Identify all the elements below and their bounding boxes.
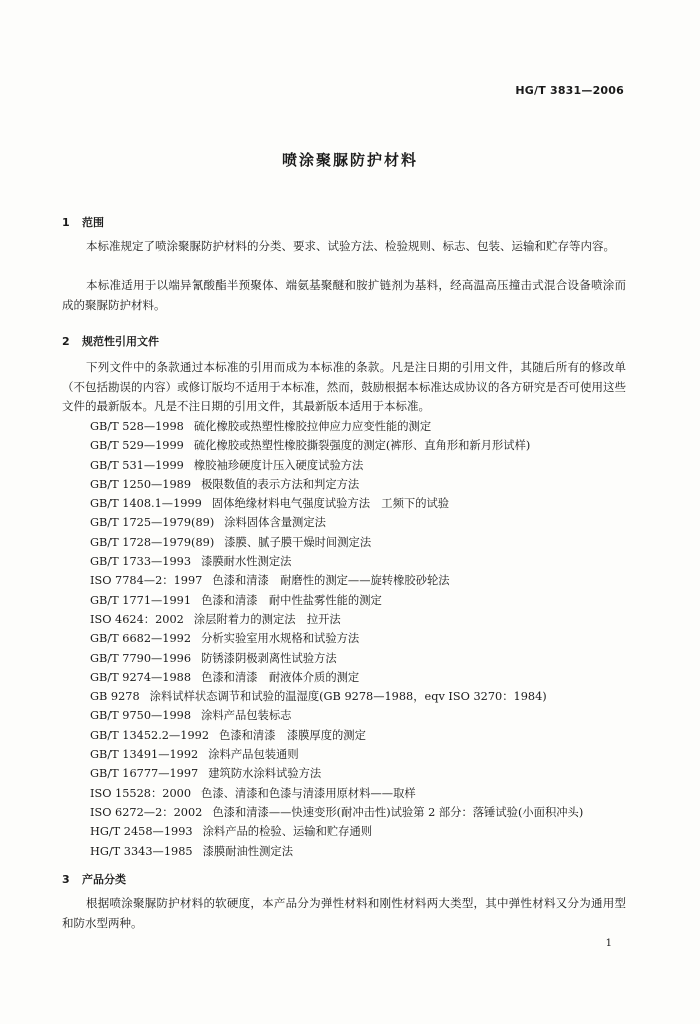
reference-item xyxy=(90,417,583,436)
reference-code: ISO 15528：2000 xyxy=(90,786,192,800)
reference-code: GB/T 13452.2—1992 xyxy=(90,728,210,742)
section-title: 规范性引用文件 xyxy=(82,335,159,348)
reference-item xyxy=(90,513,583,532)
reference-item xyxy=(90,629,583,648)
reference-code: GB/T 1408.1—1999 xyxy=(90,497,202,511)
reference-code: ISO 6272—2：2002 xyxy=(90,805,203,819)
reference-item xyxy=(90,822,583,841)
reference-code: GB/T 1733—1993 xyxy=(90,555,192,569)
reference-item xyxy=(90,533,583,552)
reference-code: HG/T 2458—1993 xyxy=(90,825,193,839)
reference-code: GB/T 13491—1992 xyxy=(90,748,199,762)
reference-code: GB 9278 xyxy=(90,690,140,704)
reference-item xyxy=(90,706,583,725)
reference-title: 涂料产品包装通则 xyxy=(208,748,299,762)
reference-title: 硫化橡胶或热塑性橡胶撕裂强度的测定(裤形、直角形和新月形试样) xyxy=(193,439,531,453)
section-heading-classification xyxy=(62,871,126,887)
references-intro: 下列文件中的条款通过本标准的引用而成为本标准的条款。凡是注日期的引用文件，其随后所有的修改单（不包括勘误的内容）或修订版均不适用于本标准，然而，鼓励根据本标准达成协议的各方研究是否可使用这些文件的最新版本。凡是不注日期的引用文件，其最新版本适用于本标准。 xyxy=(62,360,626,413)
reference-item xyxy=(90,668,583,687)
section-number: 1 xyxy=(62,216,70,229)
reference-code: GB/T 1771—1991 xyxy=(90,593,192,607)
reference-title: 涂料试样状态调节和试验的温湿度(GB 9278—1988，eqv ISO 3270：1984) xyxy=(149,690,547,704)
reference-title: 涂料固体含量测定法 xyxy=(224,516,326,530)
reference-title: 防锈漆阴极剥离性试验方法 xyxy=(201,651,337,665)
reference-code: ISO 7784—2：1997 xyxy=(90,574,203,588)
reference-item xyxy=(90,687,583,706)
reference-title: 漆膜、腻子膜干燥时间测定法 xyxy=(224,535,372,549)
reference-code: GB/T 7790—1996 xyxy=(90,651,192,665)
reference-code: GB/T 531—1999 xyxy=(90,458,184,472)
reference-title: 涂层附着力的测定法 拉开法 xyxy=(193,612,341,626)
reference-title: 漆膜耐油性测定法 xyxy=(202,844,293,858)
reference-item xyxy=(90,610,583,629)
reference-item xyxy=(90,649,583,668)
section-heading-references xyxy=(62,333,159,349)
reference-item xyxy=(90,784,583,803)
reference-code: ISO 4624：2002 xyxy=(90,612,184,626)
reference-title: 色漆和清漆 耐磨性的测定——旋转橡胶砂轮法 xyxy=(212,574,450,588)
reference-title: 极限数值的表示方法和判定方法 xyxy=(201,477,360,491)
reference-item xyxy=(90,764,583,783)
reference-list xyxy=(90,417,583,861)
section-title: 产品分类 xyxy=(82,873,126,886)
reference-item xyxy=(90,842,583,861)
section-number: 3 xyxy=(62,873,70,886)
reference-item xyxy=(90,456,583,475)
reference-item xyxy=(90,726,583,745)
reference-title: 漆膜耐水性测定法 xyxy=(201,555,292,569)
reference-title: 分析实验室用水规格和试验方法 xyxy=(201,632,360,646)
reference-title: 涂料产品的检验、运输和贮存通则 xyxy=(202,825,373,839)
classification-paragraph: 根据喷涂聚脲防护材料的软硬度，本产品分为弹性材料和刚性材料两大类型，其中弹性材料又分为通用型和防水型两种。 xyxy=(62,896,626,930)
reference-title: 固体绝缘材料电气强度试验方法 工频下的试验 xyxy=(211,497,450,511)
section-number: 2 xyxy=(62,335,70,348)
reference-item xyxy=(90,571,583,590)
section-title: 范围 xyxy=(82,216,104,229)
standard-code: HG/T 3831—2006 xyxy=(515,84,624,97)
reference-item xyxy=(90,552,583,571)
reference-item xyxy=(90,475,583,494)
reference-code: GB/T 1725—1979(89) xyxy=(90,516,215,530)
reference-title: 涂料产品包装标志 xyxy=(201,709,292,723)
reference-code: GB/T 529—1999 xyxy=(90,439,184,453)
reference-item xyxy=(90,436,583,455)
reference-code: GB/T 1250—1989 xyxy=(90,477,192,491)
reference-item xyxy=(90,745,583,764)
reference-code: HG/T 3343—1985 xyxy=(90,844,193,858)
reference-code: GB/T 9750—1998 xyxy=(90,709,192,723)
reference-code: GB/T 1728—1979(89) xyxy=(90,535,215,549)
reference-item xyxy=(90,591,583,610)
reference-code: GB/T 528—1998 xyxy=(90,420,184,433)
reference-title: 色漆、清漆和色漆与清漆用原材料——取样 xyxy=(201,786,416,800)
reference-title: 色漆和清漆 耐液体介质的测定 xyxy=(201,670,360,684)
scope-paragraph-2: 本标准适用于以端异氰酸酯半预聚体、端氨基聚醚和胺扩链剂为基料，经高温高压撞击式混合设备喷涂而成的聚脲防护材料。 xyxy=(62,278,626,312)
reference-code: GB/T 6682—1992 xyxy=(90,632,192,646)
scope-paragraph-1: 本标准规定了喷涂聚脲防护材料的分类、要求、试验方法、检验规则、标志、包装、运输和贮存等内容。 xyxy=(86,239,615,253)
reference-code: GB/T 16777—1997 xyxy=(90,767,199,781)
reference-title: 色漆和清漆 耐中性盐雾性能的测定 xyxy=(201,593,382,607)
reference-item xyxy=(90,494,583,513)
document-title: 喷涂聚脲防护材料 xyxy=(281,151,418,169)
section-heading-scope xyxy=(62,214,104,230)
reference-title: 色漆和清漆——快速变形(耐冲击性)试验第 2 部分：落锤试验(小面积冲头) xyxy=(212,805,584,819)
reference-item xyxy=(90,803,583,822)
reference-title: 橡胶袖珍硬度计压入硬度试验方法 xyxy=(193,458,364,472)
reference-title: 色漆和清漆 漆膜厚度的测定 xyxy=(219,728,366,742)
reference-title: 建筑防水涂料试验方法 xyxy=(208,767,322,781)
reference-code: GB/T 9274—1988 xyxy=(90,670,192,684)
page-number: 1 xyxy=(605,938,612,949)
reference-title: 硫化橡胶或热塑性橡胶拉伸应力应变性能的测定 xyxy=(193,420,432,433)
